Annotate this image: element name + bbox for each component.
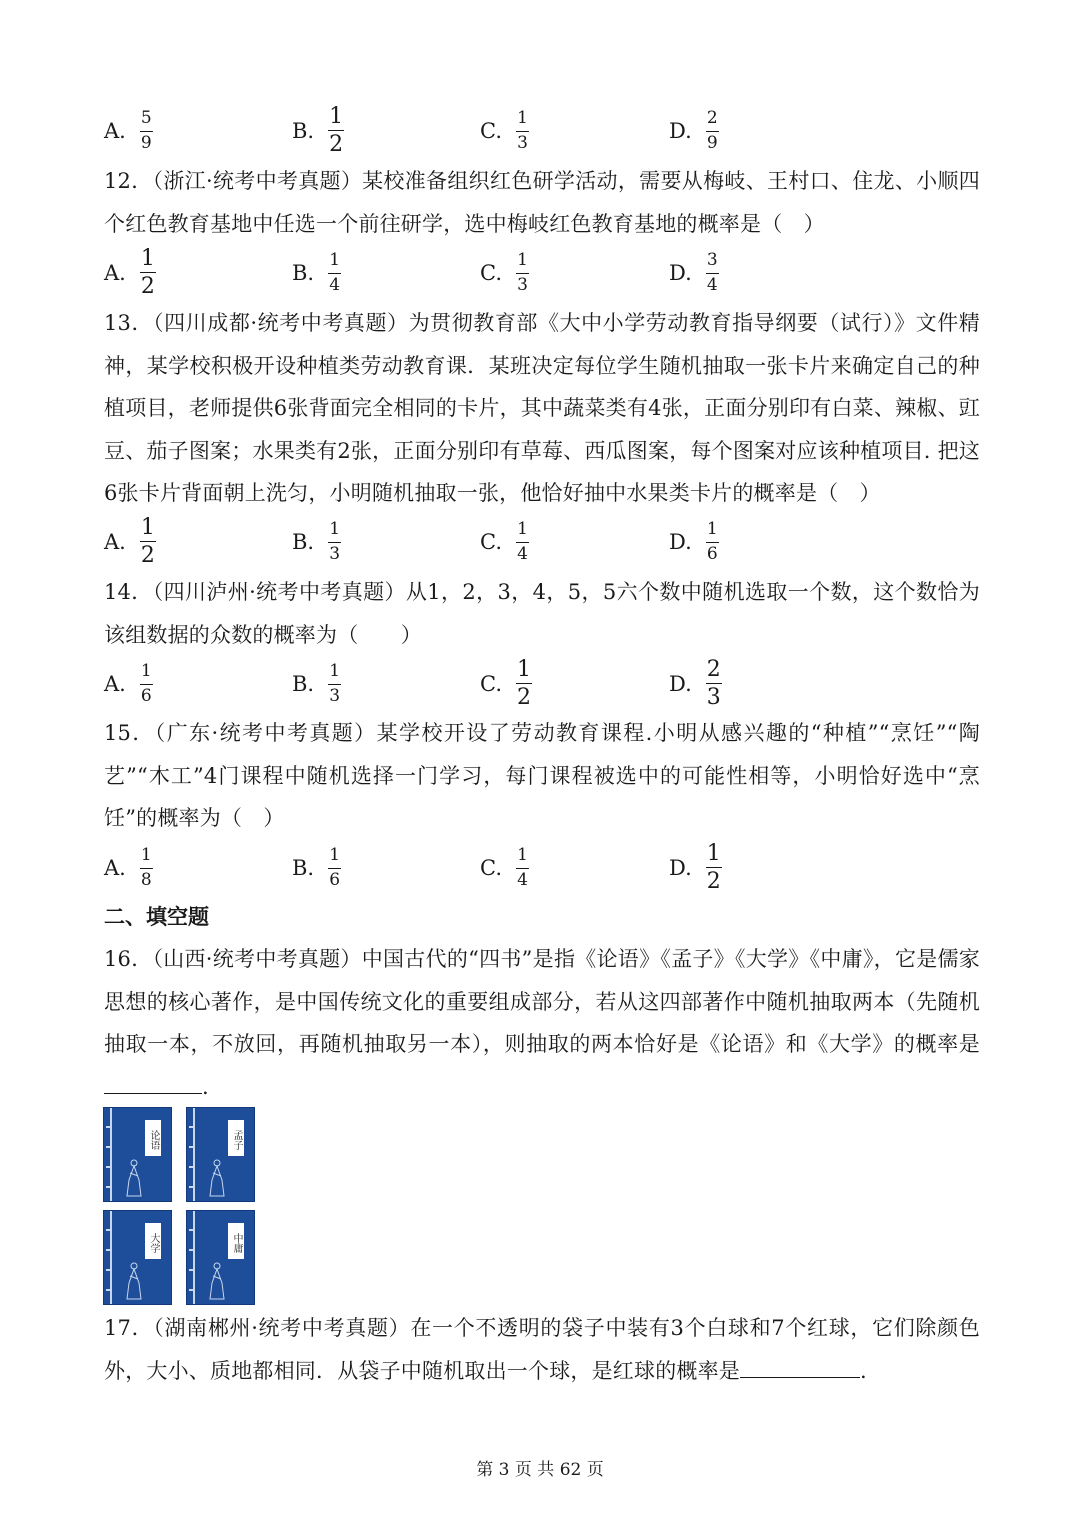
book-mengzi — [186, 1107, 255, 1202]
sage-figure-icon — [205, 1158, 229, 1198]
option-b — [292, 659, 341, 709]
option-label: C. — [480, 261, 502, 285]
option-c — [480, 656, 532, 711]
book-title: 孟子 — [228, 1120, 244, 1156]
book-title: 中庸 — [228, 1223, 244, 1259]
option-a — [104, 514, 156, 569]
book-lunyu — [103, 1107, 172, 1202]
question-12-text: 12．（浙江·统考中考真题）某校准备组织红色研学活动，需要从梅岐、王村口、住龙、小顺四个红色教育基地中任选一个前往研学，选中梅岐红色教育基地的概率是（ ） — [104, 169, 980, 236]
option-label: D. — [669, 672, 692, 696]
option-label: B. — [292, 119, 315, 143]
question-16-text: 16．（山西·统考中考真题）中国古代的“四书”是指《论语》《孟子》《大学》《中庸》，它是儒家思想的核心著作，是中国传统文化的重要组成部分，若从这四部著作中随机抽取两本（先随机抽取一本，不放回，再随机抽取另一本），则抽取的两本恰好是《论语》和《大学》的概率是 — [104, 947, 980, 1056]
option-label: A. — [104, 119, 126, 143]
question-17-text: 17．（湖南郴州·统考中考真题）在一个不透明的袋子中装有3个白球和7个红球，它们除颜色外，大小、质地都相同．从袋子中随机取出一个球，是红球的概率是 — [104, 1316, 980, 1383]
fraction: $\frac{1}{4}$ — [517, 518, 528, 565]
option-d — [669, 248, 719, 298]
option-d — [669, 840, 722, 895]
q13-options — [104, 514, 980, 569]
option-label: A. — [104, 672, 126, 696]
book-title: 大学 — [145, 1223, 161, 1259]
book-zhongyong — [186, 1210, 255, 1305]
answer-blank[interactable] — [740, 1359, 860, 1378]
option-d — [669, 517, 719, 567]
option-label: A. — [104, 530, 126, 554]
fraction: $\frac{1}{6}$ — [329, 844, 341, 891]
fraction: $\frac{2}{3}$ — [706, 656, 721, 711]
fraction: $\frac{5}{9}$ — [140, 107, 152, 154]
option-label: A. — [104, 856, 126, 880]
fraction: $\frac{1}{3}$ — [517, 107, 528, 154]
option-c — [480, 248, 529, 298]
fraction: $\frac{3}{4}$ — [706, 249, 718, 296]
q12-options — [104, 245, 980, 300]
option-label: B. — [292, 856, 315, 880]
fraction: $\frac{1}{2}$ — [517, 656, 531, 711]
q15-options — [104, 840, 980, 895]
option-a — [104, 659, 153, 709]
option-label: C. — [480, 530, 502, 554]
option-label: C. — [480, 119, 502, 143]
option-label: B. — [292, 261, 315, 285]
option-c — [480, 843, 529, 893]
sage-figure-icon — [122, 1261, 146, 1301]
page-footer: 第 3 页 共 62 页 — [476, 1460, 604, 1480]
fraction: $\frac{1}{6}$ — [706, 518, 718, 565]
option-c — [480, 106, 529, 156]
question-16 — [104, 938, 980, 1108]
option-label: B. — [292, 530, 315, 554]
option-label: D. — [669, 530, 692, 554]
option-a — [104, 106, 153, 156]
option-label: C. — [480, 672, 502, 696]
fraction: $\frac{1}{3}$ — [329, 660, 341, 707]
option-label: A. — [104, 261, 126, 285]
option-label: D. — [669, 856, 692, 880]
option-c — [480, 517, 529, 567]
book-daxue — [103, 1210, 172, 1305]
fraction: $\frac{1}{4}$ — [329, 249, 341, 296]
period: . — [202, 1074, 209, 1099]
fraction: $\frac{1}{3}$ — [517, 249, 528, 296]
option-label: B. — [292, 672, 315, 696]
question-13-text: 13．（四川成都·统考中考真题）为贯彻教育部《大中小学劳动教育指导纲要（试行）》文件精神，某学校积极开设种植类劳动教育课．某班决定每位学生随机抽取一张卡片来确定自己的种植项目，老师提供6张背面完全相同的卡片，其中蔬菜类有4张，正面分别印有白菜、辣椒、豇豆、茄子图案；水果类有2张，正面分别印有草莓、西瓜图案，每个图案对应该种植项目. 把这6张卡片背面朝上洗匀，小明随机抽取一张，他恰好抽中水果类卡片的概率是（ ） — [104, 311, 980, 505]
fraction: $\frac{1}{2}$ — [140, 245, 155, 300]
option-a — [104, 843, 153, 893]
fraction: $\frac{1}{2}$ — [329, 103, 344, 158]
book-illustration — [103, 1107, 263, 1305]
question-14-text: 14．（四川泸州·统考中考真题）从1，2，3，4，5，5六个数中随机选取一个数，这个数恰为该组数据的众数的概率为（ ） — [104, 580, 980, 647]
q14-options — [104, 656, 980, 711]
option-label: D. — [669, 119, 692, 143]
fraction: $\frac{1}{2}$ — [706, 840, 721, 895]
fraction: $\frac{1}{4}$ — [517, 844, 528, 891]
option-b — [292, 103, 344, 158]
period: . — [860, 1358, 867, 1383]
answer-blank[interactable] — [104, 1075, 202, 1094]
book-title: 论语 — [145, 1120, 161, 1156]
option-b — [292, 248, 341, 298]
fraction: $\frac{1}{2}$ — [140, 514, 155, 569]
fraction: $\frac{1}{8}$ — [140, 844, 152, 891]
question-17 — [104, 1307, 980, 1392]
sage-figure-icon — [205, 1261, 229, 1301]
option-b — [292, 843, 341, 893]
fraction: $\frac{1}{3}$ — [329, 518, 341, 565]
option-a — [104, 245, 156, 300]
q11-options — [104, 103, 980, 158]
question-15-text: 15．（广东·统考中考真题）某学校开设了劳动教育课程.小明从感兴趣的“种植”“烹饪”“陶艺”“木工”4门课程中随机选择一门学习，每门课程被选中的可能性相等，小明恰好选中“烹饪”的概率为（ ） — [104, 721, 980, 830]
sage-figure-icon — [122, 1158, 146, 1198]
option-d — [669, 656, 722, 711]
section-title: 二、填空题 — [104, 904, 209, 929]
fraction: $\frac{1}{6}$ — [140, 660, 152, 707]
option-b — [292, 517, 341, 567]
fraction: $\frac{2}{9}$ — [706, 107, 718, 154]
option-d — [669, 106, 719, 156]
option-label: C. — [480, 856, 502, 880]
option-label: D. — [669, 261, 692, 285]
